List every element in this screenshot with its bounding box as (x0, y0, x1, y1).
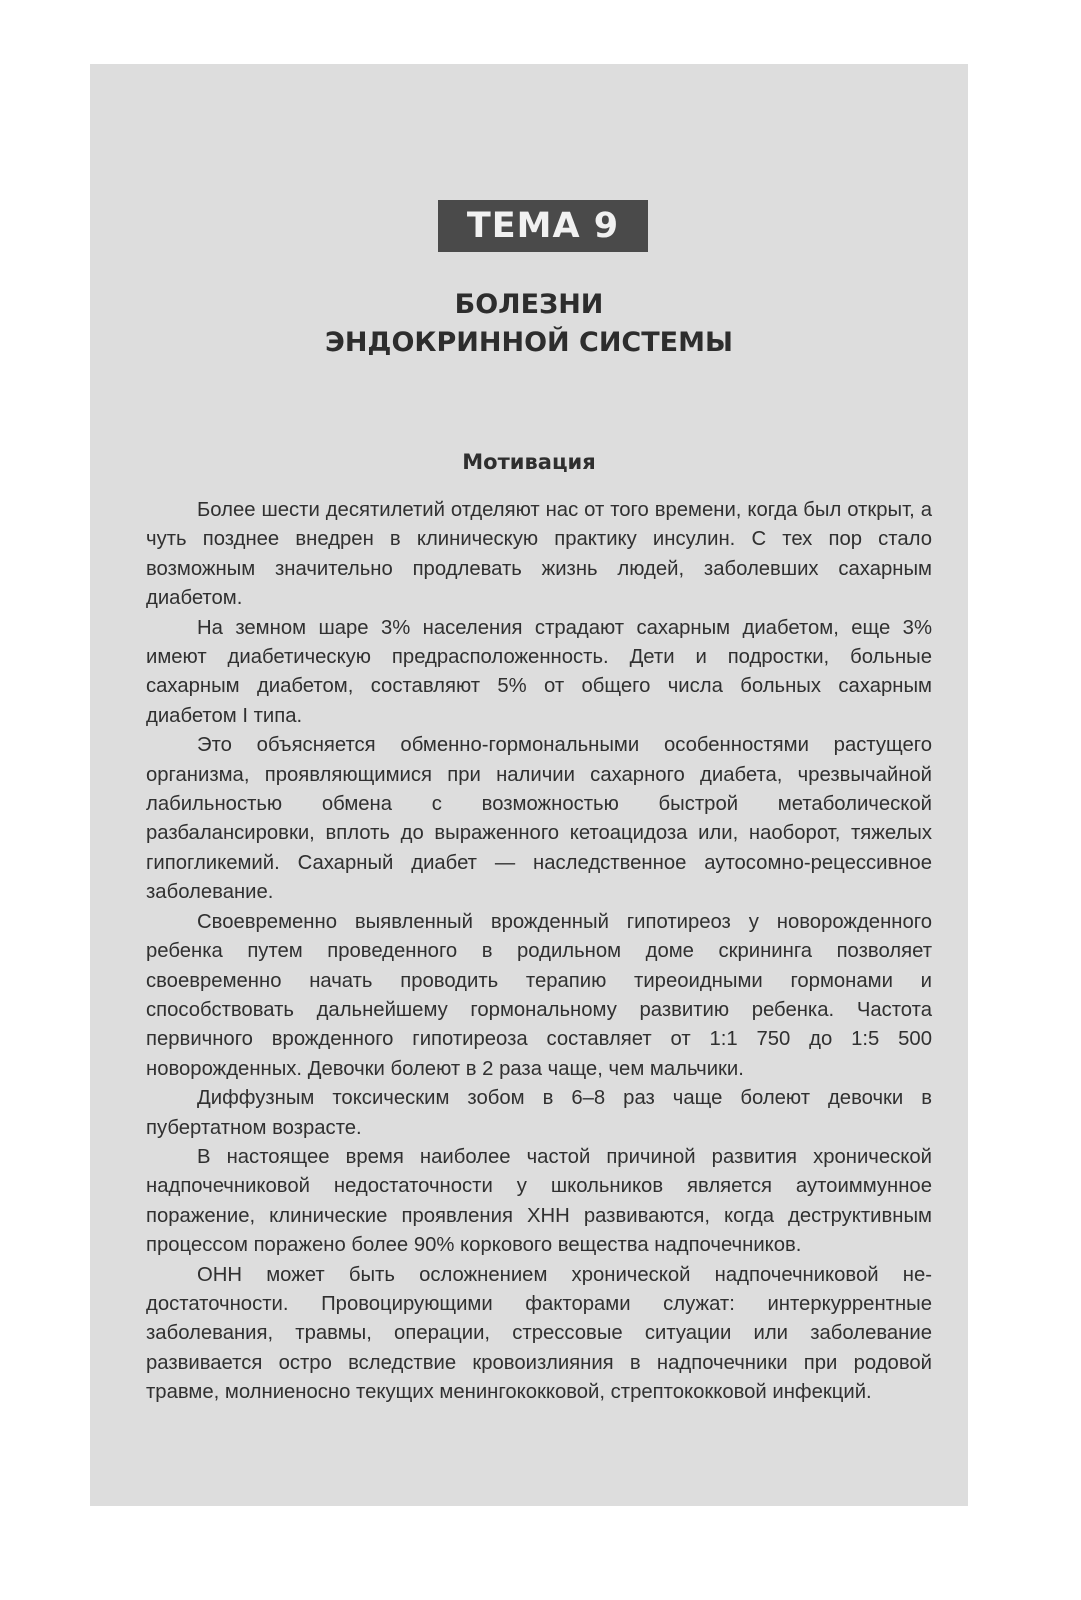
paragraph: На земном шаре 3% населения страдают сахарным диабетом, еще 3% имеют диабетическую предрасположенность. Дети и подростки, больные сахарным диабетом, составляют 5% от общего числа больных сахарным диабетом I типа. (146, 616, 932, 727)
paragraph: Диффузным токсическим зобом в 6–8 раз чаще болеют девочки в пубертатном возрасте. (146, 1087, 932, 1139)
paragraph: Своевременно выявленный врожденный гипотиреоз у новорожденного ребенка путем проведенного в родильном доме скрининга позволяет своевременно начать проводить терапию тиреоидными гормонами и способствовать дальнейшему гормональному развитию ребенка. Частота первичного врожденного гипотиреоза составляет от 1:1 750 до 1:5 500 новорожденных. Девочки болеют в 2 раза чаще, чем мальчики. (146, 910, 932, 1080)
paragraph: Это объясняется обменно-гормональными особенностями растущего организма, проявляющимися при наличии сахарного диабета, чрезвычайной лабильностью обмена с возможностью быстрой метаболической разбалансировки, вплоть до выраженного кетоацидоза или, наоборот, тяжелых гипогликемий. Сахарный диабет — наследственное аутосомно-рецессивное заболевание. (146, 734, 932, 904)
paragraph: В настоящее время наиболее частой причиной развития хронической надпочечниковой недостаточности у школьников является аутоиммунное поражение, клинические проявления ХНН развиваются, когда деструктивным процессом поражено более 90% коркового вещества надпочечников. (146, 1145, 932, 1257)
paragraph: ОНН может быть осложнением хронической надпочечниковой недостаточности. Провоцирующими факторами служат: интеркуррентные заболевания, травмы, операции, стрессовые ситуации или заболевание развивается остро вследствие кровоизлияния в надпочечники при родовой травме, молниеносно текущих менингококковой, стрептококковой инфекций. (146, 1263, 932, 1404)
chapter-title (90, 286, 968, 362)
paragraph: Более шести десятилетий отделяют нас от того времени, когда был открыт, а чуть позднее внедрен в клиническую практику инсулин. С тех пор стало возможным значительно продлевать жизнь людей, заболевших сахарным диабетом. (146, 499, 932, 610)
topic-number-badge: ТЕМА 9 (438, 200, 648, 252)
section-heading: Мотивация (462, 450, 596, 474)
body-text (146, 496, 932, 1408)
book-page (90, 64, 968, 1506)
chapter-title-line-2: ЭНДОКРИННОЙ СИСТЕМЫ (325, 327, 733, 358)
chapter-title-line-1: БОЛЕЗНИ (454, 289, 604, 320)
